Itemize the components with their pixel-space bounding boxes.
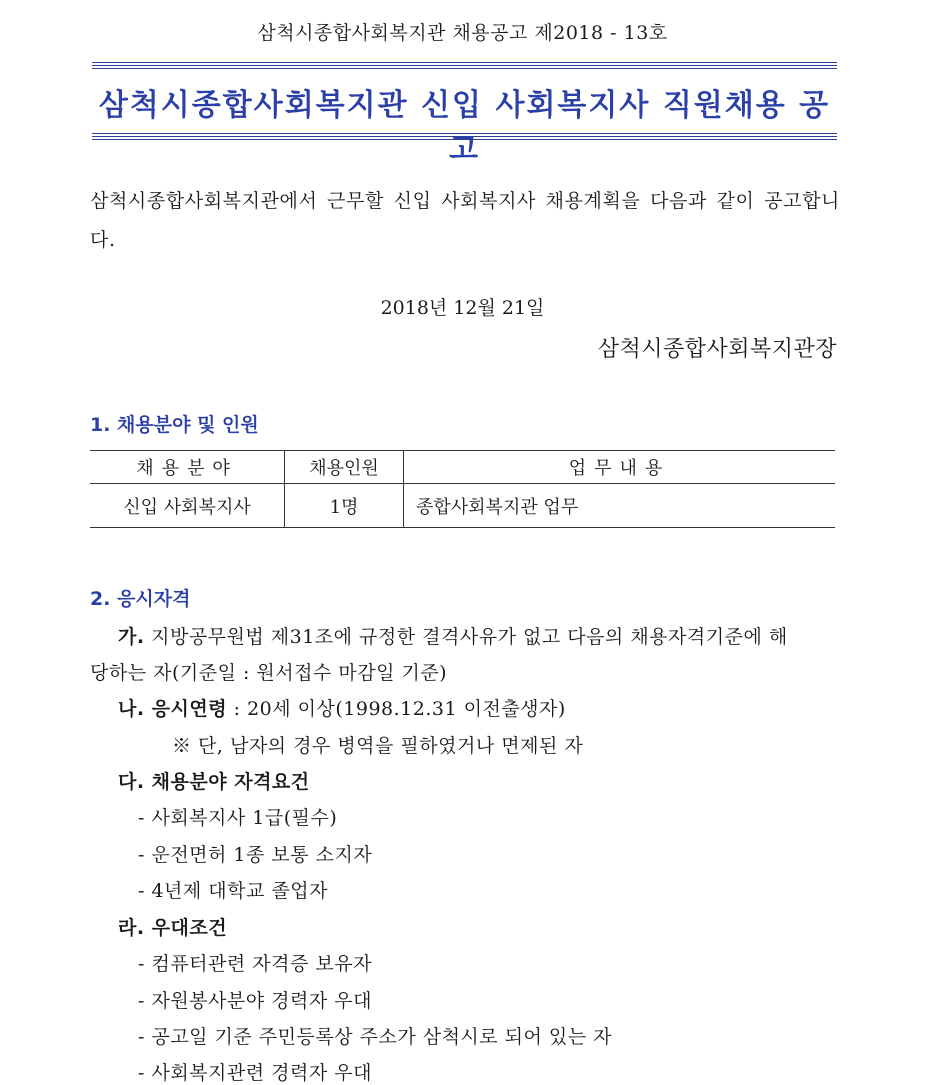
item-ga-line2: 당하는 자(기준일 : 원서접수 마감일 기준) [90, 662, 448, 684]
cell-count: 1명 [285, 484, 404, 528]
list-item: - 컴퓨터관련 자격증 보유자 [138, 953, 372, 975]
item-ga-text: 지방공무원법 제31조에 규정한 결격사유가 없고 다음의 채용자격기준에 해 [144, 626, 788, 648]
item-na [118, 694, 566, 721]
table-row [90, 484, 835, 528]
signatory: 삼척시종합사회복지관장 [597, 337, 837, 362]
list-item: - 운전면허 1종 보통 소지자 [138, 844, 373, 866]
list-item: - 자원봉사분야 경력자 우대 [138, 990, 372, 1012]
cell-duty: 종합사회복지관 업무 [404, 484, 836, 528]
section2-title: 2. 응시자격 [90, 588, 191, 610]
item-na-text: : 20세 이상(1998.12.31 이전출생자) [227, 698, 566, 720]
notice-date: 2018년 12월 21일 [380, 297, 545, 319]
title-box [92, 62, 837, 167]
intro-paragraph: 삼척시종합사회복지관에서 근무할 신입 사회복지사 채용계획을 다음과 같이 공고합니다. [90, 190, 840, 251]
item-na-label: 나. 응시연령 [118, 698, 228, 720]
cell-field: 신입 사회복지사 [90, 484, 285, 528]
list-item: - 공고일 기준 주민등록상 주소가 삼척시로 되어 있는 자 [138, 1026, 613, 1048]
item-ra-label: 라. 우대조건 [118, 917, 228, 939]
table-header-duty: 업무내용 [404, 451, 836, 484]
recruitment-table [90, 450, 835, 528]
table-header-row [90, 451, 835, 484]
item-na-note: ※ 단, 남자의 경우 병역을 필하였거나 면제된 자 [172, 735, 584, 757]
list-item: - 4년제 대학교 졸업자 [138, 880, 328, 902]
item-ga-line1 [118, 622, 788, 649]
section1-title: 1. 채용분야 및 인원 [90, 414, 259, 436]
list-item: - 사회복지관련 경력자 우대 [138, 1062, 372, 1084]
list-item: - 사회복지사 1급(필수) [138, 807, 338, 829]
notice-number: 삼척시종합사회복지관 채용공고 제2018 - 13호 [257, 22, 668, 44]
table-header-count: 채용인원 [285, 451, 404, 484]
item-ga-label: 가. [118, 626, 145, 648]
item-da-label: 다. 채용분야 자격요건 [118, 771, 310, 793]
table-header-field: 채용분야 [90, 451, 285, 484]
document-title: 삼척시종합사회복지관 신입 사회복지사 직원채용 공고 [98, 88, 831, 167]
